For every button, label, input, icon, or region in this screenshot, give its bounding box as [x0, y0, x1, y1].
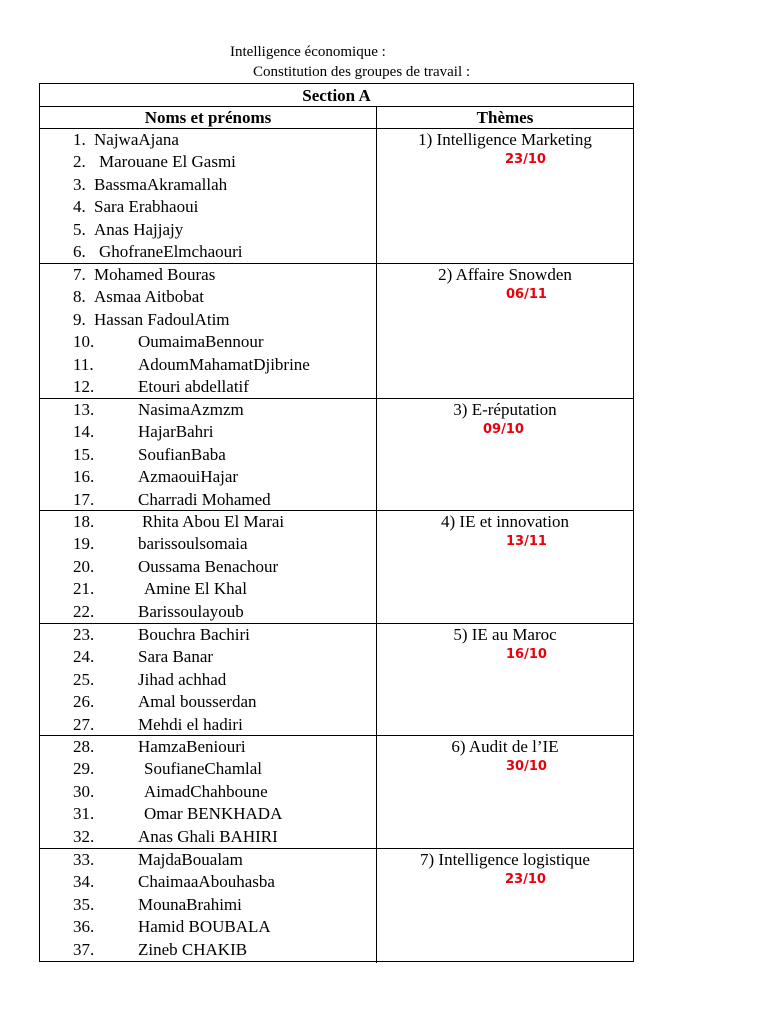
member-name: NajwaAjana: [94, 130, 179, 149]
member-number: 21.: [73, 579, 95, 599]
member-name: MounaBrahimi: [138, 894, 242, 914]
section-heading: Section A: [40, 84, 633, 107]
member-name: OumaimaBennour: [138, 332, 264, 352]
member-name: MajdaBoualam: [138, 850, 243, 869]
document-subtitle: Constitution des groupes de travail :: [253, 64, 471, 80]
member-number: 16.: [73, 467, 95, 487]
member-number: 27.: [73, 714, 95, 734]
presentation-date: 30/10: [506, 759, 547, 774]
member-number: 14.: [73, 422, 95, 442]
member-name: AzmaouiHajar: [138, 467, 239, 487]
member-number: 12.: [73, 377, 95, 396]
table-header-row: [40, 107, 633, 129]
member-name: HamzaBeniouri: [138, 737, 246, 756]
member-number: 30.: [73, 781, 95, 801]
member-number: 4.: [73, 197, 86, 217]
column-header-names: Noms et prénoms: [144, 108, 272, 127]
member-name: Etouri abdellatif: [138, 377, 249, 396]
member-number: 32.: [73, 826, 95, 846]
group-row: [40, 129, 633, 264]
member-name: Hassan FadoulAtim: [94, 309, 230, 329]
member-number: 9.: [73, 309, 86, 329]
member-name: Hamid BOUBALA: [138, 917, 271, 937]
group-theme: 6) Audit de l’IE: [451, 737, 559, 756]
group-row: [40, 399, 633, 511]
member-name: Bouchra Bachiri: [138, 625, 250, 644]
member-number: 20.: [73, 556, 95, 576]
member-name: Omar BENKHADA: [144, 804, 283, 824]
member-number: 25.: [73, 669, 95, 689]
member-number: 35.: [73, 894, 95, 914]
presentation-date: 23/10: [505, 152, 546, 167]
member-name: Charradi Mohamed: [138, 489, 271, 509]
member-number: 6.: [73, 242, 86, 261]
groups-table: [39, 83, 634, 962]
member-number: 26.: [73, 692, 95, 712]
member-name: GhofraneElmchaouri: [99, 242, 243, 261]
member-number: 10.: [73, 332, 95, 352]
member-name: barissoulsomaia: [138, 534, 248, 554]
member-name: Mohamed Bouras: [94, 265, 216, 284]
member-number: 19.: [73, 534, 95, 554]
member-number: 8.: [73, 287, 86, 307]
member-name: Mehdi el hadiri: [138, 714, 243, 734]
member-name: AimadChahboune: [144, 781, 268, 801]
member-number: 37.: [73, 939, 95, 959]
group-row: [40, 511, 633, 624]
member-name: Anas Ghali BAHIRI: [138, 826, 278, 846]
group-theme: 4) IE et innovation: [441, 512, 569, 531]
group-row: [40, 624, 633, 736]
presentation-date: 09/10: [483, 422, 524, 437]
member-number: 34.: [73, 872, 95, 892]
member-name: Amal bousserdan: [138, 692, 257, 712]
member-number: 2.: [73, 152, 86, 172]
group-theme: 5) IE au Maroc: [453, 625, 557, 644]
member-name: Sara Banar: [138, 647, 214, 667]
member-number: 33.: [73, 850, 95, 869]
member-name: HajarBahri: [138, 422, 214, 442]
presentation-date: 13/11: [506, 534, 547, 549]
member-number: 11.: [73, 354, 94, 374]
member-number: 29.: [73, 759, 95, 779]
group-theme: 2) Affaire Snowden: [438, 265, 572, 284]
column-header-themes: Thèmes: [476, 108, 534, 127]
member-number: 3.: [73, 174, 86, 194]
member-number: 5.: [73, 219, 86, 239]
member-name: Zineb CHAKIB: [138, 939, 248, 959]
member-number: 24.: [73, 647, 95, 667]
group-row: [40, 849, 633, 963]
member-number: 17.: [73, 489, 95, 509]
member-name: AdoumMahamatDjibrine: [138, 354, 310, 374]
member-name: Rhita Abou El Marai: [142, 512, 285, 531]
member-name: Oussama Benachour: [138, 556, 279, 576]
member-name: Anas Hajjajy: [94, 219, 184, 239]
presentation-date: 23/10: [505, 872, 546, 887]
member-name: ChaimaaAbouhasba: [138, 872, 275, 892]
member-number: 36.: [73, 917, 95, 937]
document-title: Intelligence économique :: [230, 44, 386, 60]
member-name: SoufianBaba: [138, 444, 226, 464]
member-name: Jihad achhad: [138, 669, 227, 689]
member-number: 7.: [73, 265, 86, 284]
group-row: [40, 264, 633, 399]
group-theme: 3) E-réputation: [453, 400, 557, 419]
member-number: 13.: [73, 400, 95, 419]
member-number: 31.: [73, 804, 95, 824]
member-number: 18.: [73, 512, 95, 531]
member-name: BassmaAkramallah: [94, 174, 228, 194]
member-name: Asmaa Aitbobat: [94, 287, 205, 307]
member-name: Marouane El Gasmi: [99, 152, 236, 172]
member-name: Sara Erabhaoui: [94, 197, 199, 217]
member-name: SoufianeChamlal: [144, 759, 263, 779]
group-row: [40, 736, 633, 849]
presentation-date: 06/11: [506, 287, 547, 302]
member-number: 1.: [73, 130, 86, 149]
member-name: Barissoulayoub: [138, 601, 244, 621]
member-name: NasimaAzmzm: [138, 400, 244, 419]
member-number: 22.: [73, 601, 95, 621]
presentation-date: 16/10: [506, 647, 547, 662]
group-theme: 7) Intelligence logistique: [420, 850, 590, 869]
member-number: 23.: [73, 625, 95, 644]
member-number: 15.: [73, 444, 95, 464]
member-number: 28.: [73, 737, 95, 756]
member-name: Amine El Khal: [144, 579, 247, 599]
group-theme: 1) Intelligence Marketing: [418, 130, 592, 149]
